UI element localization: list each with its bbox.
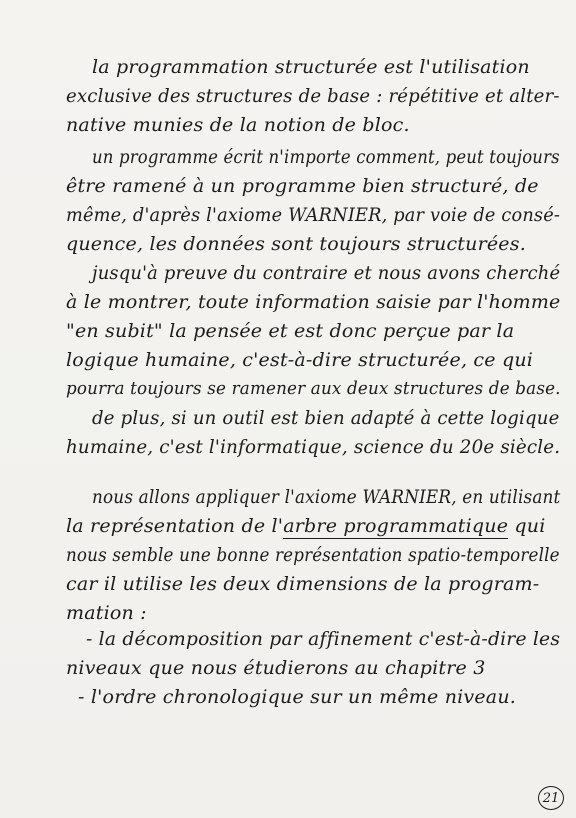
text-line: native munies de la notion de bloc. [66, 114, 410, 136]
text-line: être ramené à un programme bien structuré, de [66, 175, 539, 197]
text-line [66, 517, 545, 536]
text-line: car il utilise les deux dimensions de la program- [66, 573, 540, 595]
text-line: jusqu'à preuve du contraire et nous avons cherché [92, 262, 561, 284]
text-line: nous allons appliquer l'axiome WARNIER, en utilisant [92, 486, 561, 508]
text-line: "en subit" la pensée et est donc perçue par la [66, 320, 515, 342]
list-item: - l'ordre chronologique sur un même niveau. [78, 686, 517, 708]
text-segment: qui [508, 515, 546, 537]
text-line: humaine, c'est l'informatique, science du 20e siècle. [66, 436, 561, 458]
text-line: même, d'après l'axiome WARNIER, par voie de consé- [66, 204, 561, 226]
text-line: un programme écrit n'importe comment, peut toujours [92, 146, 560, 168]
text-line: de plus, si un outil est bien adapté à cette logique [92, 407, 560, 429]
list-item: niveaux que nous étudierons au chapitre 3 [66, 657, 486, 679]
text-line: quence, les données sont toujours structurées. [66, 233, 526, 255]
text-line: la programmation structurée est l'utilisation [92, 56, 530, 78]
text-line: logique humaine, c'est-à-dire structurée, ce qui [66, 349, 534, 371]
text-line: exclusive des structures de base : répétitive et alter- [66, 85, 560, 107]
page-number: 21 [538, 786, 564, 810]
text-line: mation : [66, 602, 147, 624]
text-line: nous semble une bonne représentation spatio-temporelle [66, 544, 560, 566]
text-segment: la représentation de l' [66, 515, 284, 537]
list-item: - la décomposition par affinement c'est-à-dire les [86, 628, 561, 650]
text-line: à le montrer, toute information saisie par l'homme [66, 291, 561, 313]
text-line: pourra toujours se ramener aux deux structures de base. [66, 378, 561, 399]
underlined-term: arbre programmatique [283, 515, 509, 537]
